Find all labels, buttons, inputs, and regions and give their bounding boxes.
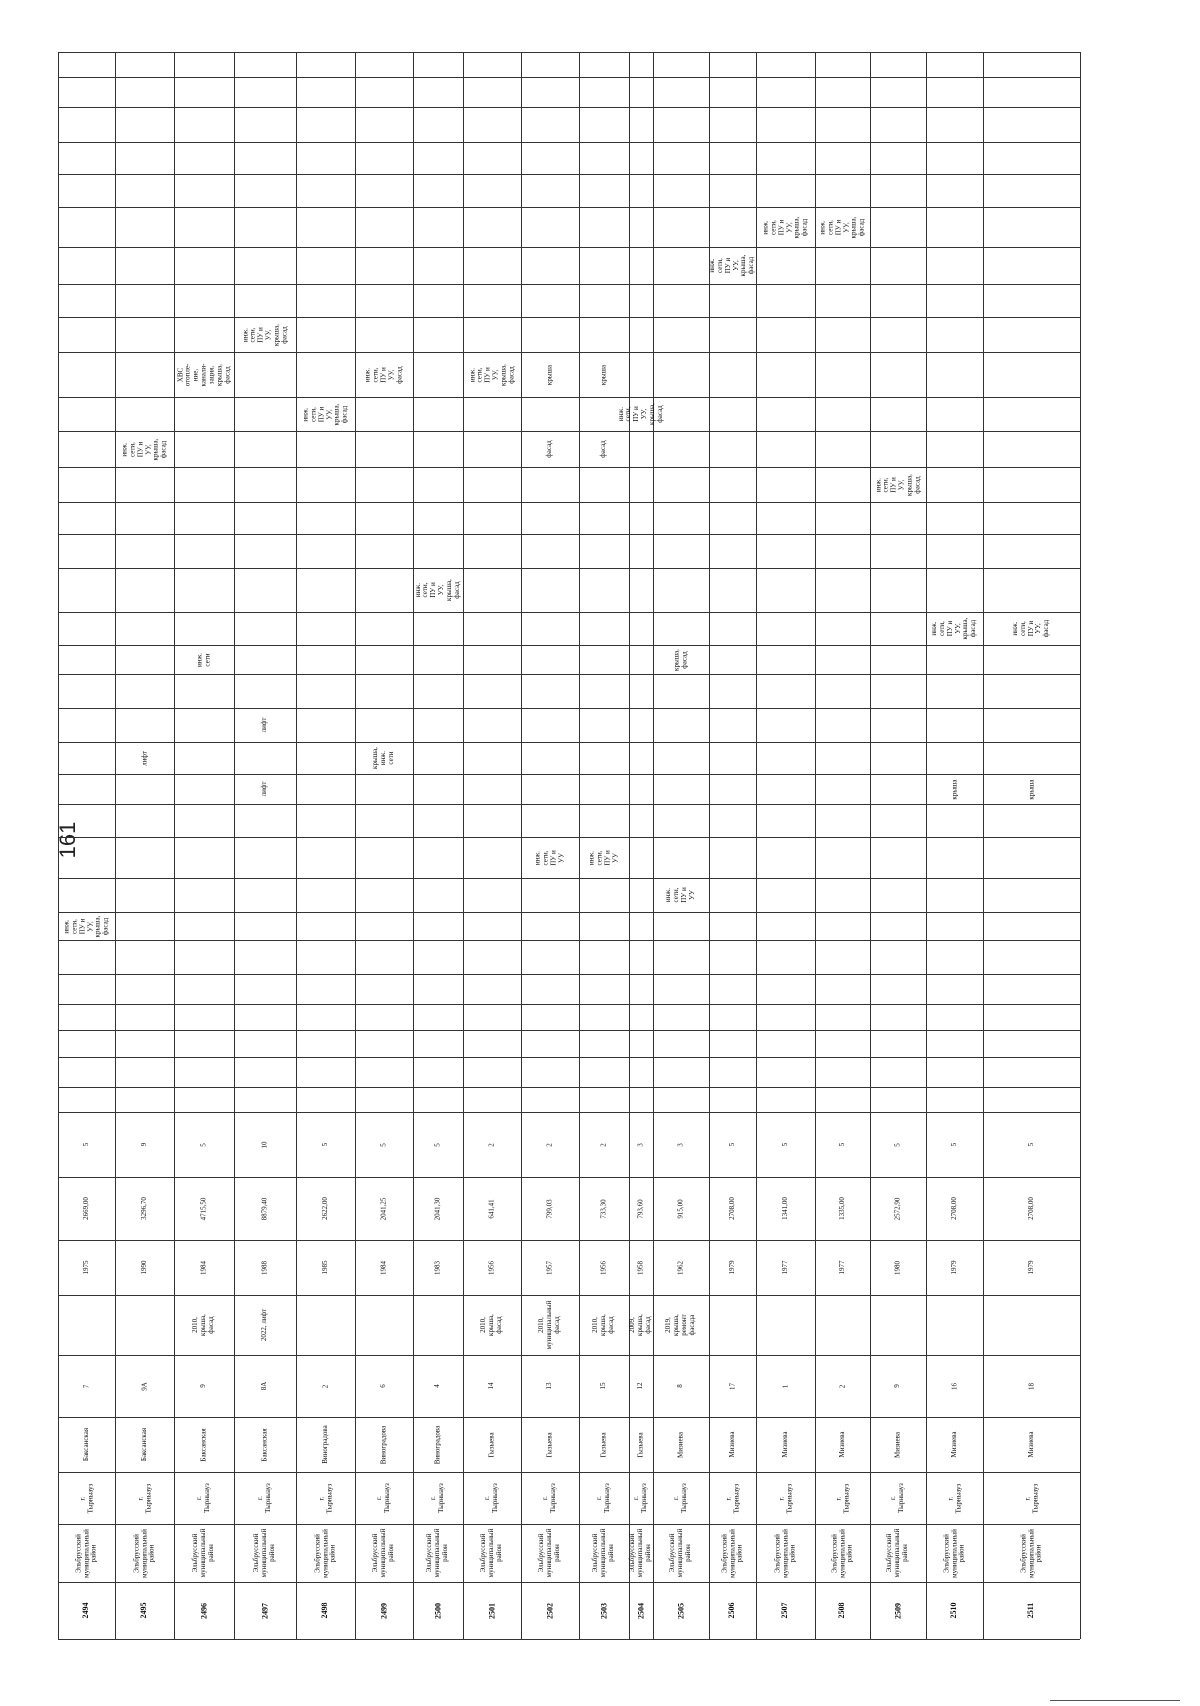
cell-area: 733,30 [599,1198,608,1219]
cell-municipality: Эльбрусский муниципальный район [719,1528,744,1578]
cell-city: г. Тырныауз [135,1483,152,1513]
cell-house: 6 [379,1384,388,1388]
cell-no: 2510 [949,1602,959,1619]
cell-planned-work: инж. сети, ПУ и УУ [664,887,696,903]
cell-area: 793,60 [636,1198,645,1219]
cell-no: 2504 [635,1602,645,1619]
cell-no: 2505 [675,1602,685,1619]
cell-street: Мизиева [1026,1431,1035,1458]
cell-planned-work: лифт [260,781,269,797]
cell-planned-work: лифт [139,750,148,766]
cell-no: 2507 [780,1602,790,1619]
cell-street: Баксанская [81,1427,90,1462]
cell-no: 2511 [1026,1602,1036,1619]
cell-year: 1985 [320,1260,329,1275]
cell-last-repair: 2010, муниципальный фасад [537,1300,561,1350]
cell-no: 2509 [892,1602,902,1619]
cell-year: 1983 [433,1260,442,1275]
cell-house: 1 [780,1384,789,1388]
cell-municipality: Эльбрусский муниципальный район [537,1528,561,1578]
cell-planned-work: инж. сети [195,652,211,667]
cell-year: 1956 [487,1260,496,1275]
cell-planned-work: инж. сети, ПУ и УУ, крыша, фасад [616,403,664,425]
cell-municipality: Эльбрусский муниципальный район [312,1528,337,1578]
cell-planned-work: лифт [260,717,269,733]
cell-no: 2496 [198,1602,208,1619]
cell-planned-work: инж. сети, ПУ и УУ [533,849,565,866]
cell-floors: 5 [727,1142,736,1147]
cell-year: 1975 [81,1260,90,1275]
cell-street: Виноградова [433,1425,442,1464]
cell-year: 1977 [780,1260,789,1275]
cell-city: г. Тырныауз [632,1483,648,1513]
cell-year: 1979 [727,1260,736,1275]
cell-no: 2497 [259,1602,269,1619]
cell-house: 9А [139,1381,148,1391]
cell-municipality: Эльбрусский муниципальный район [829,1528,854,1578]
cell-planned-work: инж. сети, ПУ и УУ, фасад [363,365,403,384]
cell-house: 18 [1026,1382,1035,1390]
cell-municipality: Эльбрусский муниципальный район [371,1528,395,1578]
cell-street: Гызыева [636,1431,645,1458]
cell-last-repair: 2010, крыша, фасад [191,1314,215,1336]
cell-municipality: Эльбрусский муниципальный район [941,1528,966,1578]
cell-city: г. Тырныауз [889,1483,905,1513]
cell-floors: 5 [81,1142,90,1147]
cell-house: 15 [599,1382,608,1390]
cell-planned-work: инж. сети, ПУ и УУ, крыша, фасад [467,363,515,386]
cell-house: 13 [545,1382,554,1390]
cell-planned-work: инж. сети, ПУ и УУ, крыша, фасад [761,216,809,238]
cell-planned-work: инж. сети, ПУ и УУ, крыша, фасад [240,323,288,346]
cell-planned-work: крыша [1026,778,1035,800]
cell-street: Виноградова [379,1425,388,1464]
cell-city: г. Тырныауз [541,1483,557,1513]
cell-area: 2708,00 [1026,1197,1035,1220]
cell-no: 2495 [139,1602,149,1619]
cell-floors: 5 [837,1142,846,1147]
cell-year: 1980 [893,1260,902,1275]
cell-city: г. Тырныауз [256,1483,272,1513]
cell-city: г. Тырныауз [195,1483,211,1513]
cell-street: Мизиева [837,1431,846,1458]
cell-planned-work: инж. сети, ПУ и УУ, крыша, фасад [120,438,168,460]
cell-last-repair: 2022, лифт [260,1308,269,1342]
cell-municipality: Эльбрусский муниципальный район [191,1528,215,1578]
cell-street: Баксанская [139,1427,148,1462]
repair-schedule-table [58,52,1080,1639]
cell-planned-work: инж. сети, ПУ и УУ, крыша, фасад [413,579,461,601]
cell-house: 2 [320,1384,329,1388]
cell-area: 3296,70 [139,1197,148,1220]
cell-area: 1335,00 [837,1197,846,1220]
cell-no: 2501 [486,1602,496,1619]
cell-house: 8 [676,1384,685,1388]
cell-planned-work: инж. сети, ПУ и УУ, фасад [1010,619,1051,638]
cell-street: Мизиева [893,1431,902,1458]
cell-city: г. Тырныауз [723,1483,740,1513]
cell-municipality: Эльбрусский муниципальный район [772,1528,797,1578]
cell-street: Мизиева [949,1431,958,1458]
cell-planned-work: крыша [949,778,958,800]
cell-municipality: Эльбрусский муниципальный район [252,1528,276,1578]
cell-no: 2503 [598,1602,608,1619]
cell-floors: 2 [545,1142,554,1147]
cell-floors: 5 [320,1142,329,1147]
cell-floors: 5 [433,1142,442,1147]
cell-house: 9 [199,1384,208,1388]
cell-city: г. Тырныауз [945,1483,962,1513]
cell-floors: 9 [139,1142,148,1147]
cell-street: Мизиева [676,1431,685,1458]
cell-street: Мизиева [780,1431,789,1458]
cell-area: 1341,00 [780,1197,789,1220]
cell-no: 2494 [81,1602,91,1619]
cell-planned-work: крыша, фасад [672,648,688,671]
cell-planned-work: фасад [545,440,554,458]
cell-planned-work: инж. сети, ПУ и УУ, крыша, фасад [708,254,756,277]
cell-last-repair: 2019, крыша, ремонт фасада [664,1314,696,1336]
cell-house: 4 [433,1384,442,1388]
cell-planned-work: инж. сети, ПУ и УУ, крыша, фасад [818,216,866,238]
cell-floors: 5 [949,1142,958,1147]
cell-area: 4715,50 [199,1197,208,1220]
cell-last-repair: 2009, крыша, фасад [628,1314,652,1336]
cell-house: 14 [487,1382,496,1390]
cell-planned-work: инж. сети, ПУ и УУ, крыша, фасад [930,617,978,640]
cell-street: Гызыева [599,1431,608,1458]
cell-area: 641,41 [487,1198,496,1219]
cell-city: г. Тырныауз [316,1483,333,1513]
cell-floors: 5 [893,1142,902,1147]
cell-area: 2669,00 [81,1197,90,1220]
cell-planned-work: крыша, инж. сети [371,747,395,769]
cell-city: г. Тырныауз [833,1483,850,1513]
page-number: 161 [55,821,80,859]
cell-street: Гызыева [545,1431,554,1458]
cell-floors: 5 [1026,1142,1035,1147]
cell-municipality: Эльбрусский муниципальный район [1018,1528,1043,1578]
cell-area: 2622,00 [320,1197,329,1220]
cell-year: 1962 [676,1260,685,1275]
cell-municipality: Эльбрусский муниципальный район [73,1528,98,1578]
cell-city: г. Тырныауз [776,1483,793,1513]
cell-year: 1988 [260,1260,269,1275]
cell-planned-work: фасад [599,440,608,458]
cell-street: Баксанская [199,1427,208,1462]
cell-municipality: Эльбрусский муниципальный район [628,1528,652,1578]
cell-municipality: Эльбрусский муниципальный район [425,1528,449,1578]
cell-house: 16 [949,1382,958,1390]
cell-street: Виноградова [320,1425,329,1464]
cell-house: 12 [636,1382,645,1390]
cell-area: 2572,90 [893,1197,902,1220]
cell-area: 2708,00 [949,1197,958,1220]
cell-year: 1984 [379,1260,388,1275]
cell-house: 9 [893,1384,902,1388]
cell-no: 2499 [378,1602,388,1619]
cell-planned-work: крыша [599,364,608,385]
cell-year: 1990 [139,1260,148,1275]
cell-floors: 3 [676,1142,685,1147]
cell-year: 1984 [199,1260,208,1275]
cell-municipality: Эльбрусский муниципальный район [591,1528,615,1578]
cell-year: 1979 [949,1260,958,1275]
cell-area: 2041,30 [433,1197,442,1220]
cell-city: г. Тырныауз [77,1483,94,1513]
cell-no: 2506 [727,1602,737,1619]
cell-city: г. Тырныауз [483,1483,499,1513]
cell-floors: 2 [487,1142,496,1147]
cell-city: г. Тырныауз [1022,1483,1039,1513]
cell-planned-work: инж. сети, ПУ и УУ, крыша, фасад [873,473,921,496]
cell-year: 1957 [545,1260,554,1275]
cell-area: 915,00 [676,1198,685,1219]
cell-house: 2 [837,1384,846,1388]
cell-house: 17 [727,1382,736,1390]
cell-house: 7 [81,1384,90,1388]
cell-floors: 3 [636,1142,645,1147]
cell-planned-work: инж. сети, ПУ и УУ, крыша, фасад [62,915,110,937]
cell-year: 1958 [636,1260,645,1275]
cell-area: 799,03 [545,1198,554,1219]
cell-area: 8879,40 [260,1197,269,1220]
footer-rule [1050,1700,1180,1701]
cell-street: Мизиева [727,1431,736,1458]
cell-planned-work: инж. сети, ПУ и УУ [587,849,619,866]
cell-municipality: Эльбрусский муниципальный район [885,1528,909,1578]
cell-floors: 5 [780,1142,789,1147]
cell-municipality: Эльбрусский муниципальный район [479,1528,503,1578]
cell-no: 2500 [432,1602,442,1619]
cell-planned-work: крыша [545,364,554,385]
cell-city: г. Тырныауз [595,1483,611,1513]
cell-year: 1979 [1026,1260,1035,1275]
cell-no: 2498 [320,1602,330,1619]
cell-street: Гызыева [487,1431,496,1458]
cell-last-repair: 2010, крыша, фасад [591,1314,615,1336]
cell-floors: 10 [260,1141,269,1148]
cell-year: 1977 [837,1260,846,1275]
cell-year: 1956 [599,1260,608,1275]
cell-city: г. Тырныауз [672,1483,688,1513]
cell-city: г. Тырныауз [375,1483,391,1513]
cell-floors: 5 [199,1142,208,1147]
cell-area: 2041,25 [379,1197,388,1220]
cell-no: 2508 [837,1602,847,1619]
cell-last-repair: 2010, крыша, фасад [479,1314,503,1336]
cell-floors: 2 [599,1142,608,1147]
cell-house: 8А [260,1381,269,1391]
cell-area: 2708,00 [727,1197,736,1220]
cell-floors: 5 [379,1142,388,1147]
cell-planned-work: ХВС отопле- ние, канали- зация, крыша, фасад [175,363,231,386]
cell-planned-work: инж. сети, ПУ и УУ, крыша, фасад [301,403,349,425]
cell-street: Баксанская [260,1427,269,1462]
cell-municipality: Эльбрусский муниципальный район [668,1528,692,1578]
cell-city: г. Тырныауз [429,1483,445,1513]
cell-municipality: Эльбрусский муниципальный район [131,1528,156,1578]
cell-no: 2502 [544,1602,554,1619]
